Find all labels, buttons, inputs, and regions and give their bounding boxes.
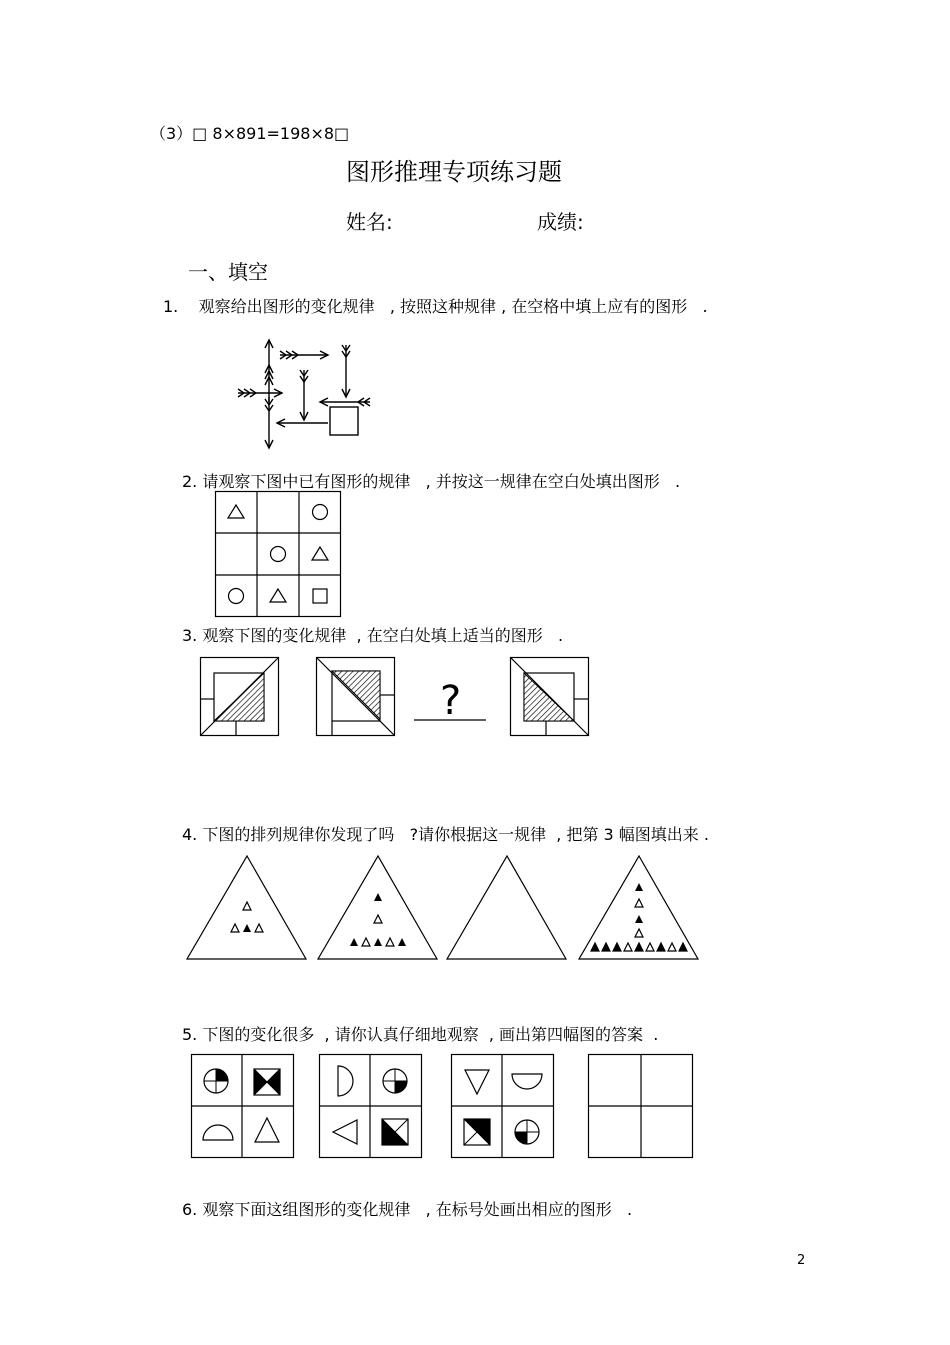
question-2: 2. 请观察下图中已有图形的规律 , 并按这一规律在空白处填出图形 . — [182, 472, 681, 491]
q4-small-triangle-icon — [635, 943, 643, 951]
q2-triangle-icon — [312, 547, 328, 560]
name-label: 姓名: — [346, 210, 393, 234]
q5-figure-3 — [451, 1054, 555, 1159]
q3-question-mark: ? — [440, 678, 462, 724]
q4-small-triangle-icon — [646, 943, 654, 951]
q4-small-triangle-icon — [624, 943, 632, 951]
header-equation: （3）□ 8×891=198×8□ — [150, 124, 350, 143]
q2-circle-icon — [229, 589, 244, 604]
q4-small-triangle-icon — [591, 943, 599, 951]
q4-triangle-2 — [317, 855, 439, 961]
section-heading: 一、填空 — [188, 260, 268, 284]
q3-figure-1 — [200, 657, 280, 737]
q5-figure-4-blank[interactable] — [588, 1054, 694, 1159]
q4-triangle-4 — [578, 855, 700, 961]
q3-figure-2 — [316, 657, 396, 737]
q3-answer-blank-line[interactable] — [414, 718, 488, 722]
q2-triangle-icon — [270, 589, 286, 602]
question-3: 3. 观察下图的变化规律 , 在空白处填上适当的图形 . — [182, 626, 564, 645]
q3-figure-4 — [510, 657, 590, 737]
page-title: 图形推理专项练习题 — [346, 158, 562, 186]
question-6: 6. 观察下面这组图形的变化规律 , 在标号处画出相应的图形 . — [182, 1200, 633, 1219]
q5-figure-2 — [319, 1054, 423, 1159]
q4-triangle-3-blank[interactable] — [446, 855, 568, 961]
page-number: 2 — [797, 1253, 806, 1268]
q2-triangle-icon — [228, 505, 244, 518]
q4-small-triangle-icon — [679, 943, 687, 951]
q2-grid-shapes — [215, 491, 341, 617]
question-5: 5. 下图的变化很多 , 请你认真仔细地观察 , 画出第四幅图的答案 . — [182, 1025, 659, 1044]
q2-circle-icon — [313, 505, 328, 520]
q2-grid — [215, 491, 341, 617]
question-1: 1. 观察给出图形的变化规律 , 按照这种规律 , 在空格中填上应有的图形 . — [163, 297, 708, 316]
q1-arrow-figure — [230, 335, 380, 455]
question-4: 4. 下图的排列规律你发现了吗 ?请你根据这一规律 , 把第 3 幅图填出来 . — [182, 825, 709, 844]
q5-figure-1 — [191, 1054, 295, 1159]
q4-triangle-1 — [186, 855, 308, 961]
q4-small-triangle-icon — [602, 943, 610, 951]
q2-square-icon — [313, 589, 327, 603]
q4-small-triangle-icon — [657, 943, 665, 951]
q4-small-triangle-icon — [613, 943, 621, 951]
q2-circle-icon — [271, 547, 286, 562]
score-label: 成绩: — [537, 210, 584, 234]
q4-small-triangle-icon — [668, 943, 676, 951]
